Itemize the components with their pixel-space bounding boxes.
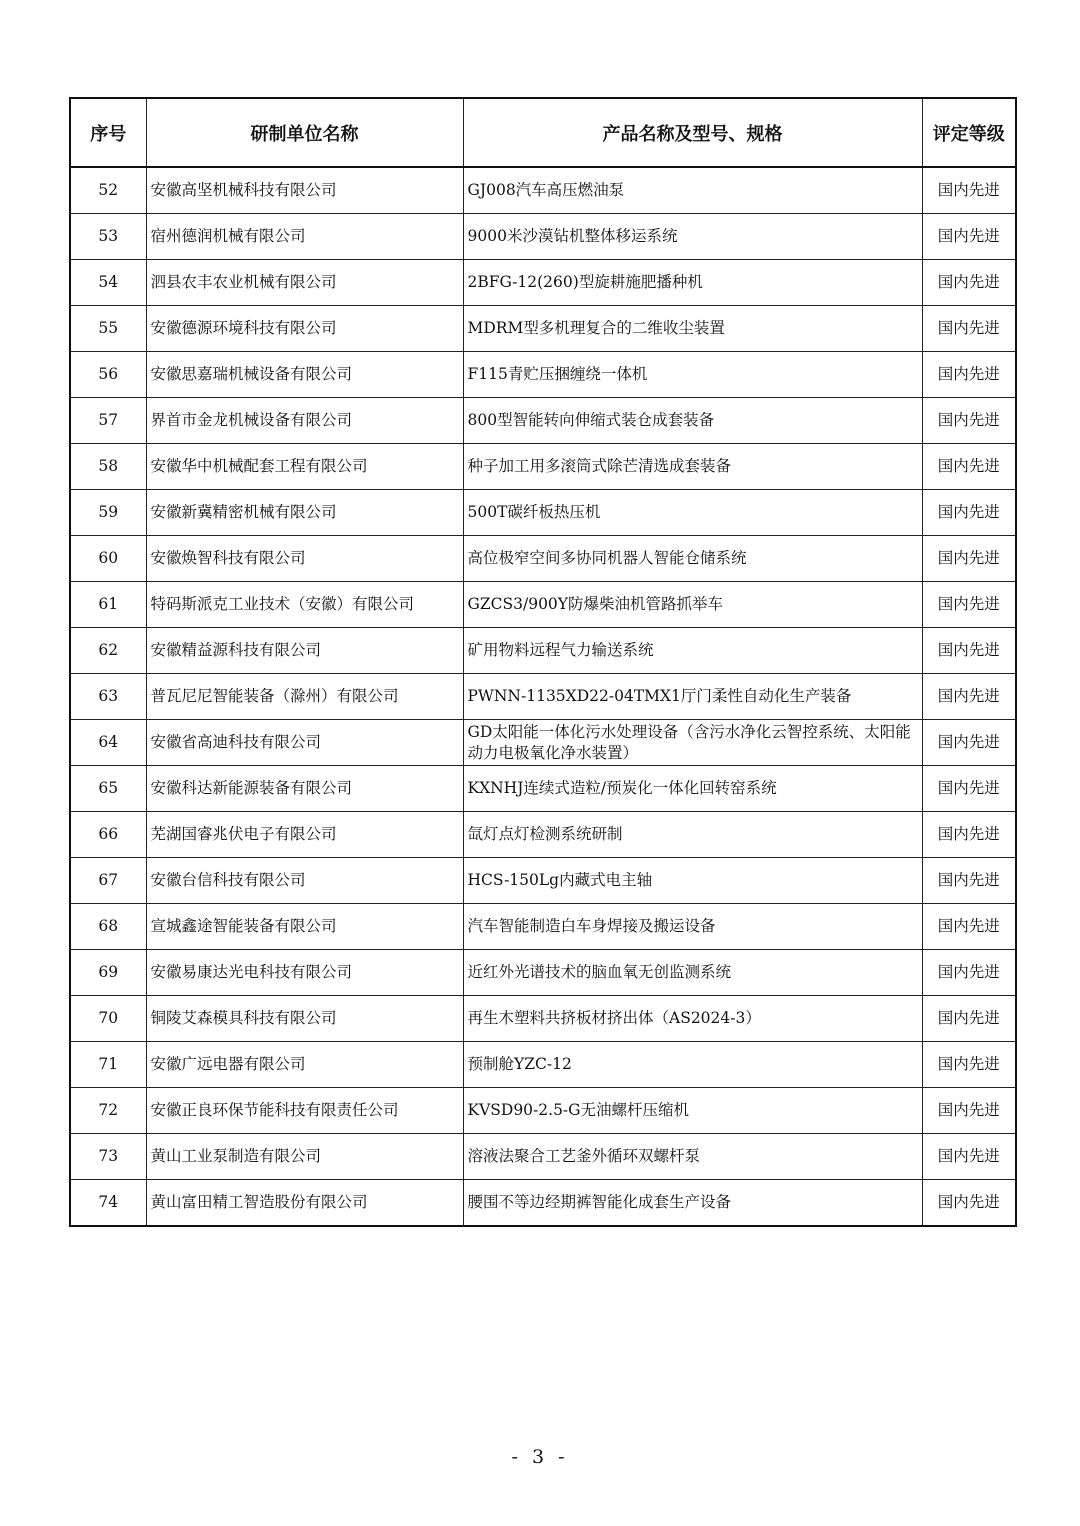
rating-level-cell: 国内先进 (922, 167, 1016, 214)
serial-number-cell: 74 (70, 1180, 146, 1227)
developer-unit-cell: 安徽精益源科技有限公司 (146, 628, 463, 674)
table-row (70, 858, 1016, 904)
serial-number-cell: 52 (70, 167, 146, 214)
serial-number-cell: 63 (70, 674, 146, 720)
product-name-cell: 溶液法聚合工艺釜外循环双螺杆泵 (463, 1134, 922, 1180)
product-name-cell: 500T碳纤板热压机 (463, 490, 922, 536)
rating-level-cell: 国内先进 (922, 812, 1016, 858)
serial-number-cell: 54 (70, 260, 146, 306)
table-row (70, 582, 1016, 628)
table-row (70, 720, 1016, 766)
table-row (70, 628, 1016, 674)
serial-number-cell: 56 (70, 352, 146, 398)
developer-unit-cell: 安徽德源环境科技有限公司 (146, 306, 463, 352)
serial-number-cell: 71 (70, 1042, 146, 1088)
developer-unit-cell: 安徽广远电器有限公司 (146, 1042, 463, 1088)
serial-number-cell: 69 (70, 950, 146, 996)
developer-unit-cell: 安徽焕智科技有限公司 (146, 536, 463, 582)
rating-level-cell: 国内先进 (922, 398, 1016, 444)
serial-number-cell: 70 (70, 996, 146, 1042)
table-row (70, 950, 1016, 996)
table-row (70, 260, 1016, 306)
developer-unit-cell: 界首市金龙机械设备有限公司 (146, 398, 463, 444)
header-serial-number: 序号 (70, 98, 146, 167)
serial-number-cell: 60 (70, 536, 146, 582)
rating-level-cell: 国内先进 (922, 1134, 1016, 1180)
table-header (70, 98, 1016, 167)
product-name-cell: GJ008汽车高压燃油泵 (463, 167, 922, 214)
page-number: - 3 - (511, 1446, 569, 1468)
rating-level-cell: 国内先进 (922, 214, 1016, 260)
table-row (70, 904, 1016, 950)
rating-level-cell: 国内先进 (922, 490, 1016, 536)
rating-level-cell: 国内先进 (922, 260, 1016, 306)
developer-unit-cell: 安徽省高迪科技有限公司 (146, 720, 463, 766)
rating-level-cell: 国内先进 (922, 352, 1016, 398)
rating-level-cell: 国内先进 (922, 1088, 1016, 1134)
rating-level-cell: 国内先进 (922, 996, 1016, 1042)
developer-unit-cell: 普瓦尼尼智能装备（滁州）有限公司 (146, 674, 463, 720)
developer-unit-cell: 安徽正良环保节能科技有限责任公司 (146, 1088, 463, 1134)
developer-unit-cell: 安徽高坚机械科技有限公司 (146, 167, 463, 214)
developer-unit-cell: 芜湖国睿兆伏电子有限公司 (146, 812, 463, 858)
header-developer-unit: 研制单位名称 (146, 98, 463, 167)
serial-number-cell: 55 (70, 306, 146, 352)
rating-level-cell: 国内先进 (922, 720, 1016, 766)
product-name-cell: MDRM型多机理复合的二维收尘装置 (463, 306, 922, 352)
table-body (70, 167, 1016, 1226)
developer-unit-cell: 泗县农丰农业机械有限公司 (146, 260, 463, 306)
serial-number-cell: 72 (70, 1088, 146, 1134)
serial-number-cell: 61 (70, 582, 146, 628)
rating-level-cell: 国内先进 (922, 1042, 1016, 1088)
product-name-cell: 2BFG-12(260)型旋耕施肥播种机 (463, 260, 922, 306)
product-name-cell: HCS-150Lg内藏式电主轴 (463, 858, 922, 904)
product-name-cell: 腰围不等边经期裤智能化成套生产设备 (463, 1180, 922, 1227)
table-row (70, 812, 1016, 858)
developer-unit-cell: 安徽华中机械配套工程有限公司 (146, 444, 463, 490)
product-name-cell: 种子加工用多滚筒式除芒清选成套装备 (463, 444, 922, 490)
developer-unit-cell: 安徽思嘉瑞机械设备有限公司 (146, 352, 463, 398)
serial-number-cell: 73 (70, 1134, 146, 1180)
table-row (70, 1042, 1016, 1088)
rating-level-cell: 国内先进 (922, 904, 1016, 950)
serial-number-cell: 64 (70, 720, 146, 766)
product-name-cell: 再生木塑料共挤板材挤出体（AS2024-3） (463, 996, 922, 1042)
developer-unit-cell: 黄山富田精工智造股份有限公司 (146, 1180, 463, 1227)
product-name-cell: 氙灯点灯检测系统研制 (463, 812, 922, 858)
developer-unit-cell: 特码斯派克工业技术（安徽）有限公司 (146, 582, 463, 628)
table-row (70, 306, 1016, 352)
header-product-name: 产品名称及型号、规格 (463, 98, 922, 167)
serial-number-cell: 57 (70, 398, 146, 444)
table-row (70, 996, 1016, 1042)
developer-unit-cell: 宣城鑫途智能装备有限公司 (146, 904, 463, 950)
rating-level-cell: 国内先进 (922, 950, 1016, 996)
table-row (70, 398, 1016, 444)
serial-number-cell: 62 (70, 628, 146, 674)
product-name-cell: 矿用物料远程气力输送系统 (463, 628, 922, 674)
developer-unit-cell: 安徽台信科技有限公司 (146, 858, 463, 904)
developer-unit-cell: 宿州德润机械有限公司 (146, 214, 463, 260)
developer-unit-cell: 安徽科达新能源装备有限公司 (146, 766, 463, 812)
rating-level-cell: 国内先进 (922, 766, 1016, 812)
rating-level-cell: 国内先进 (922, 628, 1016, 674)
serial-number-cell: 65 (70, 766, 146, 812)
developer-unit-cell: 安徽新冀精密机械有限公司 (146, 490, 463, 536)
developer-unit-cell: 铜陵艾森模具科技有限公司 (146, 996, 463, 1042)
rating-level-cell: 国内先进 (922, 582, 1016, 628)
rating-level-cell: 国内先进 (922, 674, 1016, 720)
product-name-cell: 9000米沙漠钻机整体移运系统 (463, 214, 922, 260)
serial-number-cell: 53 (70, 214, 146, 260)
product-name-cell: PWNN-1135XD22-04TMX1厅门柔性自动化生产装备 (463, 674, 922, 720)
serial-number-cell: 59 (70, 490, 146, 536)
developer-unit-cell: 安徽易康达光电科技有限公司 (146, 950, 463, 996)
developer-unit-cell: 黄山工业泵制造有限公司 (146, 1134, 463, 1180)
table-row (70, 536, 1016, 582)
product-name-cell: 近红外光谱技术的脑血氧无创监测系统 (463, 950, 922, 996)
table-row (70, 490, 1016, 536)
product-name-cell: KXNHJ连续式造粒/预炭化一体化回转窑系统 (463, 766, 922, 812)
product-name-cell: 800型智能转向伸缩式装仓成套装备 (463, 398, 922, 444)
table-row (70, 214, 1016, 260)
table-row (70, 1180, 1016, 1227)
product-table (69, 97, 1017, 1227)
product-name-cell: F115青贮压捆缠绕一体机 (463, 352, 922, 398)
table-row (70, 352, 1016, 398)
table-row (70, 444, 1016, 490)
table-row (70, 674, 1016, 720)
rating-level-cell: 国内先进 (922, 858, 1016, 904)
serial-number-cell: 58 (70, 444, 146, 490)
table-row (70, 1134, 1016, 1180)
product-name-cell: 预制舱YZC-12 (463, 1042, 922, 1088)
table-row (70, 167, 1016, 214)
product-name-cell: KVSD90-2.5-G无油螺杆压缩机 (463, 1088, 922, 1134)
serial-number-cell: 67 (70, 858, 146, 904)
rating-level-cell: 国内先进 (922, 306, 1016, 352)
header-rating-level: 评定等级 (922, 98, 1016, 167)
rating-level-cell: 国内先进 (922, 536, 1016, 582)
serial-number-cell: 66 (70, 812, 146, 858)
product-name-cell: 汽车智能制造白车身焊接及搬运设备 (463, 904, 922, 950)
rating-level-cell: 国内先进 (922, 1180, 1016, 1227)
table-row (70, 1088, 1016, 1134)
table-row (70, 766, 1016, 812)
product-name-cell: GD太阳能一体化污水处理设备（含污水净化云智控系统、太阳能动力电极氧化净水装置） (463, 720, 922, 766)
serial-number-cell: 68 (70, 904, 146, 950)
rating-level-cell: 国内先进 (922, 444, 1016, 490)
product-name-cell: 高位极窄空间多协同机器人智能仓储系统 (463, 536, 922, 582)
product-name-cell: GZCS3/900Y防爆柴油机管路抓举车 (463, 582, 922, 628)
header-row (70, 98, 1016, 167)
